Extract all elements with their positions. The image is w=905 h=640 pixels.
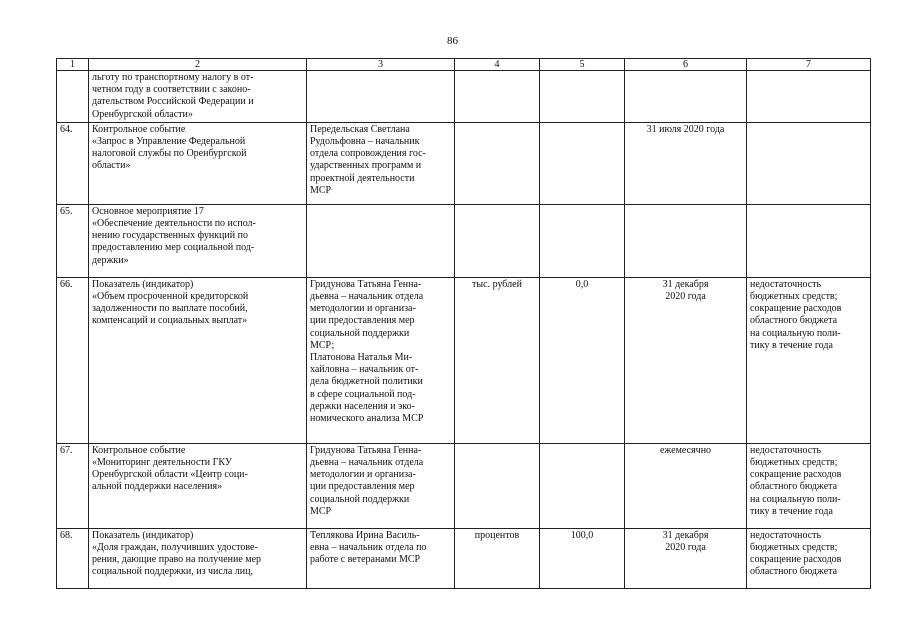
responsible-cell-line: дела бюджетной политики <box>310 376 423 388</box>
measure-name-cell-line: льготу по транспортному налогу в от- <box>92 72 254 83</box>
column-number: 5 <box>540 59 625 71</box>
measure-name-cell-line: Показатель (индикатор) <box>92 278 194 290</box>
date-cell-line: 2020 года <box>665 542 706 554</box>
responsible-cell <box>307 277 455 443</box>
risk-cell <box>747 71 871 123</box>
responsible-cell-line: Передельская Светлана <box>310 123 410 135</box>
responsible-cell-line: социальной поддержки <box>310 327 410 339</box>
measure-name-cell-line: компенсаций и социальных выплат» <box>92 315 248 327</box>
table-row <box>57 71 871 123</box>
unit-cell <box>455 204 540 277</box>
column-number: 7 <box>747 59 871 71</box>
measure-name-cell-line: «Объем просроченной кредиторской <box>92 291 249 303</box>
risk-cell <box>747 122 871 204</box>
risk-cell-line: сокращение расходов <box>750 554 842 566</box>
row-number-cell: 66. <box>57 277 89 443</box>
column-number-row <box>57 59 871 71</box>
responsible-cell-line: держки населения и эко- <box>310 400 415 412</box>
risk-cell-line: областного бюджета <box>750 566 838 578</box>
responsible-cell <box>307 122 455 204</box>
risk-cell <box>747 277 871 443</box>
measure-name-cell-line: «Обеспечение деятельности по испол- <box>92 218 256 230</box>
measure-name-cell-line: задолженности по выплате пособий, <box>92 303 248 315</box>
responsible-cell-line: дьевна – начальник отдела <box>310 291 424 303</box>
risk-cell <box>747 204 871 277</box>
row-number-cell: 65. <box>57 204 89 277</box>
measure-name-cell-line: Показатель (индикатор) <box>92 529 194 541</box>
unit-cell: тыс. рублей <box>455 277 540 443</box>
measure-name-cell-line: четном году в соответствии с законо- <box>92 84 251 96</box>
value-cell: 0,0 <box>540 277 625 443</box>
measure-name-cell-line: Оренбургской области «Центр соци- <box>92 469 248 481</box>
measure-name-cell-line: нению государственных функций по <box>92 230 248 242</box>
unit-cell <box>455 71 540 123</box>
responsible-cell-line: Гридунова Татьяна Генна- <box>310 278 422 290</box>
unit-cell: процентов <box>455 528 540 588</box>
risk-cell <box>747 443 871 528</box>
date-cell <box>625 122 747 204</box>
measure-name-cell-line: «Запрос в Управление Федеральной <box>92 136 246 148</box>
risk-cell-line: на социальную поли- <box>750 327 841 339</box>
responsible-cell-line: работе с ветеранами МСР <box>310 554 421 566</box>
measure-name-cell <box>89 71 307 123</box>
date-cell-line: ежемесячно <box>659 444 712 456</box>
responsible-cell-line: отдела сопровождения гос- <box>310 148 426 160</box>
date-cell <box>625 277 747 443</box>
responsible-cell <box>307 204 455 277</box>
risk-cell-line: бюджетных средств; <box>750 542 838 554</box>
responsible-cell-line: Гридунова Татьяна Генна- <box>310 444 422 456</box>
risk-cell-line: сокращение расходов <box>750 469 842 481</box>
responsible-cell-line: ции предоставления мер <box>310 315 415 327</box>
risk-cell-line: недостаточность <box>750 444 822 456</box>
responsible-cell-line: Платонова Наталья Ми- <box>310 352 413 364</box>
responsible-cell-line: МСР <box>310 505 332 517</box>
measure-name-cell-line: рения, дающие право на получение мер <box>92 554 262 566</box>
responsible-cell-line: методологии и организа- <box>310 303 416 315</box>
risk-cell-line: тику в течение года <box>750 505 833 517</box>
responsible-cell-line: дьевна – начальник отдела <box>310 457 424 469</box>
responsible-cell-line: методологии и организа- <box>310 469 416 481</box>
responsible-cell <box>307 528 455 588</box>
responsible-cell-line: ударственных программ и <box>310 160 422 172</box>
risk-cell-line: бюджетных средств; <box>750 457 838 469</box>
risk-cell-line: областного бюджета <box>750 481 838 493</box>
responsible-cell-line: Теплякова Ирина Василь- <box>310 529 420 541</box>
page-number: 86 <box>447 35 458 47</box>
table-row <box>57 443 871 528</box>
measure-name-cell-line: альной поддержки населения» <box>92 481 223 493</box>
risk-cell-line: недостаточность <box>750 278 822 290</box>
measure-name-cell-line: Основное мероприятие 17 <box>92 205 204 217</box>
date-cell-line: 31 декабря <box>662 278 709 290</box>
risk-cell-line: тику в течение года <box>750 339 833 351</box>
value-cell <box>540 443 625 528</box>
risk-cell <box>747 528 871 588</box>
measure-name-cell-line: дательством Российской Федерации и <box>92 96 254 108</box>
column-number: 3 <box>307 59 455 71</box>
responsible-cell-line: хайловна – начальник от- <box>310 364 419 376</box>
date-cell <box>625 528 747 588</box>
column-number: 4 <box>455 59 540 71</box>
measure-name-cell-line: Контрольное событие <box>92 444 186 456</box>
date-cell <box>625 443 747 528</box>
measure-name-cell-line: налоговой службы по Оренбургской <box>92 148 247 160</box>
responsible-cell-line: социальной поддержки <box>310 493 410 505</box>
unit-cell <box>455 443 540 528</box>
date-cell-line: 31 июля 2020 года <box>646 123 725 135</box>
measure-name-cell-line: социальной поддержки, из числа лиц, <box>92 566 253 578</box>
measure-name-cell-line: держки» <box>92 254 129 266</box>
value-cell <box>540 71 625 123</box>
measure-name-cell <box>89 277 307 443</box>
row-number-cell: 64. <box>57 122 89 204</box>
value-cell: 100,0 <box>540 528 625 588</box>
responsible-cell-line: МСР; <box>310 339 335 351</box>
measure-name-cell-line: Оренбургской области» <box>92 108 193 120</box>
measure-name-cell-line: «Мониторинг деятельности ГКУ <box>92 457 232 469</box>
date-cell <box>625 204 747 277</box>
risk-cell-line: сокращение расходов <box>750 303 842 315</box>
risk-cell-line: на социальную поли- <box>750 493 841 505</box>
column-number: 6 <box>625 59 747 71</box>
value-cell <box>540 122 625 204</box>
responsible-cell-line: ции предоставления мер <box>310 481 415 493</box>
value-cell <box>540 204 625 277</box>
date-cell-line: 2020 года <box>665 291 706 303</box>
column-number: 2 <box>89 59 307 71</box>
measure-name-cell-line: предоставлению мер социальной под- <box>92 242 255 254</box>
row-number-cell: 68. <box>57 528 89 588</box>
table-row <box>57 277 871 443</box>
measures-table <box>56 58 871 589</box>
measure-name-cell <box>89 204 307 277</box>
row-number-cell: 67. <box>57 443 89 528</box>
measure-name-cell-line: Контрольное событие <box>92 123 186 135</box>
measure-name-cell <box>89 443 307 528</box>
responsible-cell-line: номического анализа МСР <box>310 413 424 425</box>
responsible-cell-line: в сфере социальной под- <box>310 388 416 400</box>
responsible-cell-line: МСР <box>310 184 332 196</box>
date-cell-line: 31 декабря <box>662 529 709 541</box>
measure-name-cell <box>89 528 307 588</box>
risk-cell-line: областного бюджета <box>750 315 838 327</box>
measure-name-cell-line: области» <box>92 160 131 172</box>
table-row <box>57 528 871 588</box>
responsible-cell <box>307 71 455 123</box>
table-row <box>57 122 871 204</box>
responsible-cell-line: Рудольфовна – начальник <box>310 136 420 148</box>
row-number-cell <box>57 71 89 123</box>
date-cell <box>625 71 747 123</box>
responsible-cell <box>307 443 455 528</box>
responsible-cell-line: евна – начальник отдела по <box>310 542 427 554</box>
risk-cell-line: бюджетных средств; <box>750 291 838 303</box>
measure-name-cell <box>89 122 307 204</box>
measure-name-cell-line: «Доля граждан, получивших удостове- <box>92 542 258 554</box>
responsible-cell-line: проектной деятельности <box>310 172 415 184</box>
unit-cell <box>455 122 540 204</box>
table-row <box>57 204 871 277</box>
column-number: 1 <box>57 59 89 71</box>
risk-cell-line: недостаточность <box>750 529 822 541</box>
